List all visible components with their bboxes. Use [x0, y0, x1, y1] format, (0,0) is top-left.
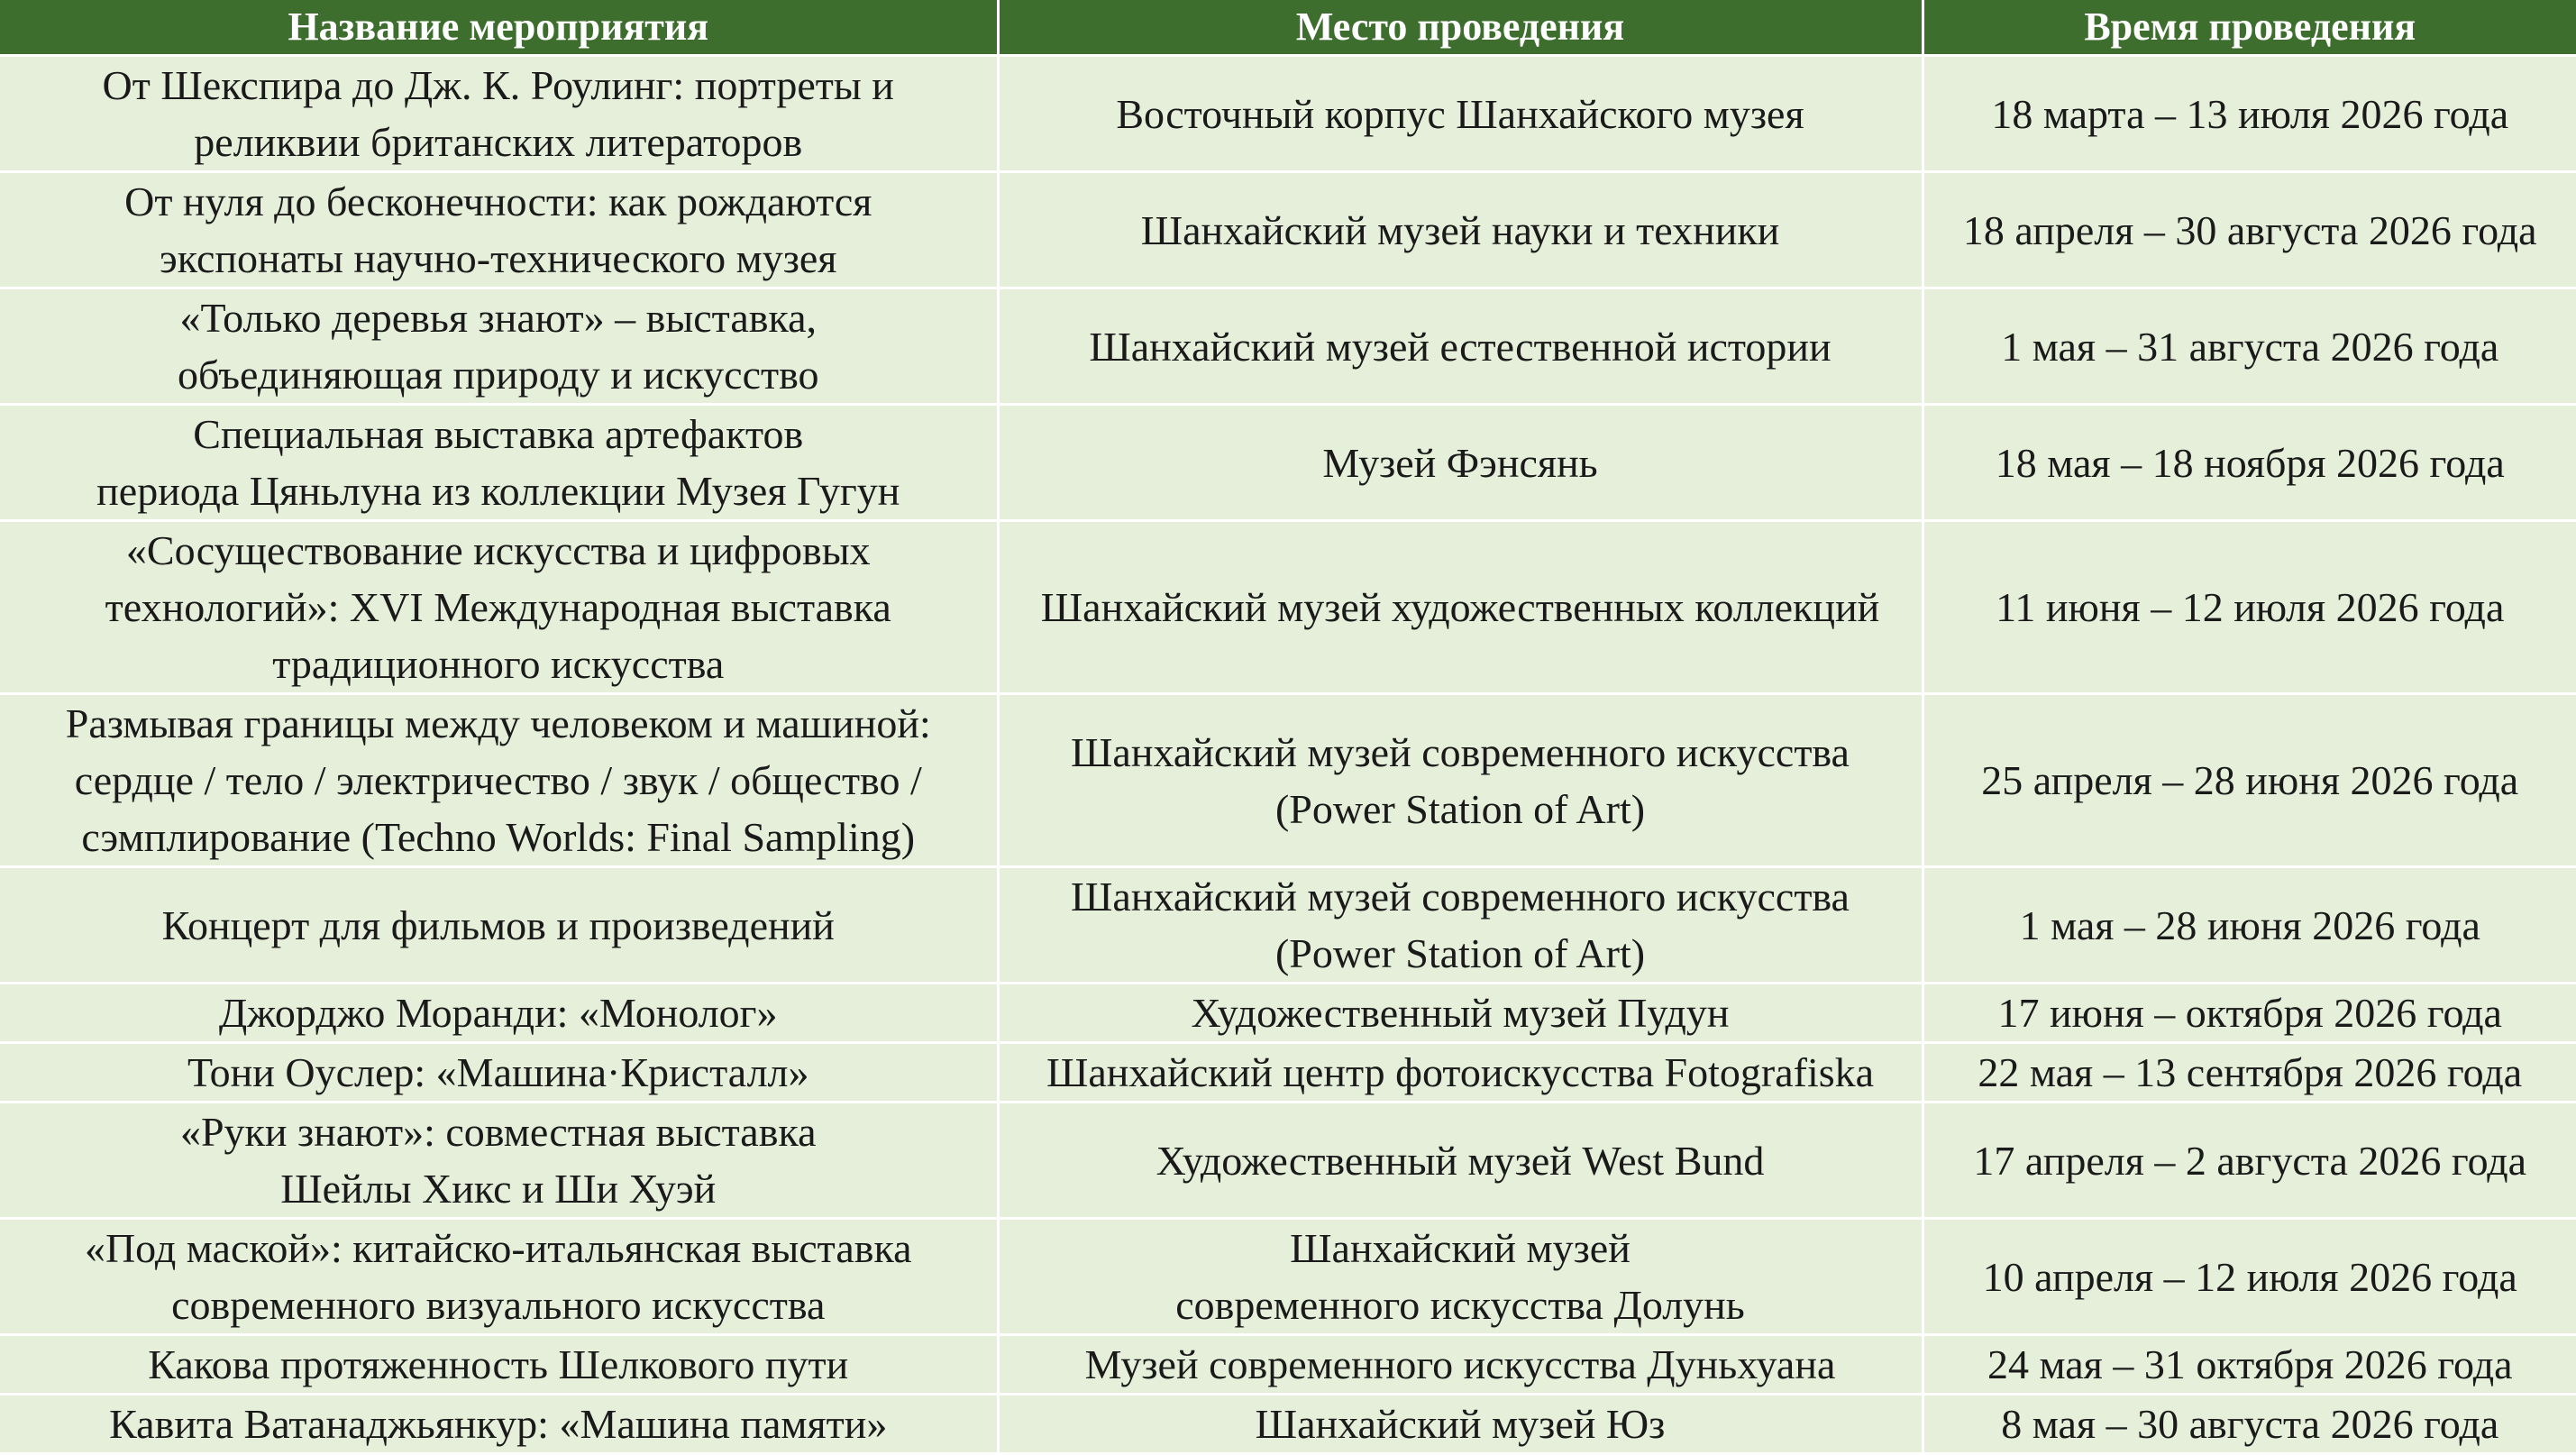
table-row: [0, 1043, 2576, 1103]
time-cell: 18 мая – 18 ноября 2026 года: [1923, 405, 2576, 521]
header-event-name: Название мероприятия: [0, 0, 998, 56]
event-name-cell: Специальная выставка артефактов периода Цяньлуна из коллекции Музея Гугун: [0, 405, 998, 521]
event-name-cell: «Под маской»: китайско-итальянская выставка современного визуального искусства: [0, 1219, 998, 1335]
venue-cell: Художественный музей West Bund: [998, 1103, 1923, 1219]
table-row: [0, 172, 2576, 288]
event-name-cell: Какова протяженность Шелкового пути: [0, 1335, 998, 1395]
table-row: [0, 521, 2576, 694]
event-name-cell: Концерт для фильмов и произведений: [0, 867, 998, 984]
table-row: [0, 1395, 2576, 1454]
time-cell: 1 мая – 31 августа 2026 года: [1923, 288, 2576, 405]
time-cell: 24 мая – 31 октября 2026 года: [1923, 1335, 2576, 1395]
time-cell: 17 апреля – 2 августа 2026 года: [1923, 1103, 2576, 1219]
venue-cell: Шанхайский музей современного искусства (Power Station of Art): [998, 867, 1923, 984]
event-name-cell: «Сосуществование искусства и цифровых технологий»: XVI Международная выставка традиционного искусства: [0, 521, 998, 694]
event-name-cell: От нуля до бесконечности: как рождаются экспонаты научно-технического музея: [0, 172, 998, 288]
table-row: [0, 56, 2576, 172]
table-row: [0, 405, 2576, 521]
table-row: [0, 694, 2576, 867]
time-cell: 10 апреля – 12 июля 2026 года: [1923, 1219, 2576, 1335]
venue-cell: Шанхайский музей современного искусства (Power Station of Art): [998, 694, 1923, 867]
venue-cell: Шанхайский музей естественной истории: [998, 288, 1923, 405]
venue-cell: Шанхайский музей Юз: [998, 1395, 1923, 1454]
header-time: Время проведения: [1923, 0, 2576, 56]
event-name-cell: Тони Оуслер: «Машина·Кристалл»: [0, 1043, 998, 1103]
venue-cell: Шанхайский музей современного искусства Долунь: [998, 1219, 1923, 1335]
time-cell: 17 июня – октября 2026 года: [1923, 984, 2576, 1043]
event-name-cell: Джорджо Моранди: «Монолог»: [0, 984, 998, 1043]
venue-cell: Музей современного искусства Дуньхуана: [998, 1335, 1923, 1395]
venue-cell: Шанхайский музей художественных коллекций: [998, 521, 1923, 694]
time-cell: 18 марта – 13 июля 2026 года: [1923, 56, 2576, 172]
table-row: [0, 1335, 2576, 1395]
venue-cell: Восточный корпус Шанхайского музея: [998, 56, 1923, 172]
time-cell: 1 мая – 28 июня 2026 года: [1923, 867, 2576, 984]
time-cell: 22 мая – 13 сентября 2026 года: [1923, 1043, 2576, 1103]
header-row: [0, 0, 2576, 56]
time-cell: 11 июня – 12 июля 2026 года: [1923, 521, 2576, 694]
table-row: [0, 867, 2576, 984]
table-row: [0, 1219, 2576, 1335]
header-venue: Место проведения: [998, 0, 1923, 56]
event-name-cell: «Руки знают»: совместная выставка Шейлы Хикс и Ши Хуэй: [0, 1103, 998, 1219]
time-cell: 18 апреля – 30 августа 2026 года: [1923, 172, 2576, 288]
table-row: [0, 984, 2576, 1043]
event-name-cell: «Только деревья знают» – выставка, объединяющая природу и искусство: [0, 288, 998, 405]
venue-cell: Музей Фэнсянь: [998, 405, 1923, 521]
time-cell: 8 мая – 30 августа 2026 года: [1923, 1395, 2576, 1454]
event-name-cell: От Шекспира до Дж. К. Роулинг: портреты и реликвии британских литераторов: [0, 56, 998, 172]
event-name-cell: Размывая границы между человеком и машиной: сердце / тело / электричество / звук / общество / сэмплирование (Techno Worlds: Final Sampling): [0, 694, 998, 867]
venue-cell: Шанхайский центр фотоискусства Fotografiska: [998, 1043, 1923, 1103]
event-name-cell: Кавита Ватанаджьянкур: «Машина памяти»: [0, 1395, 998, 1454]
table-row: [0, 288, 2576, 405]
venue-cell: Шанхайский музей науки и техники: [998, 172, 1923, 288]
time-cell: 25 апреля – 28 июня 2026 года: [1923, 694, 2576, 867]
venue-cell: Художественный музей Пудун: [998, 984, 1923, 1043]
table-row: [0, 1103, 2576, 1219]
